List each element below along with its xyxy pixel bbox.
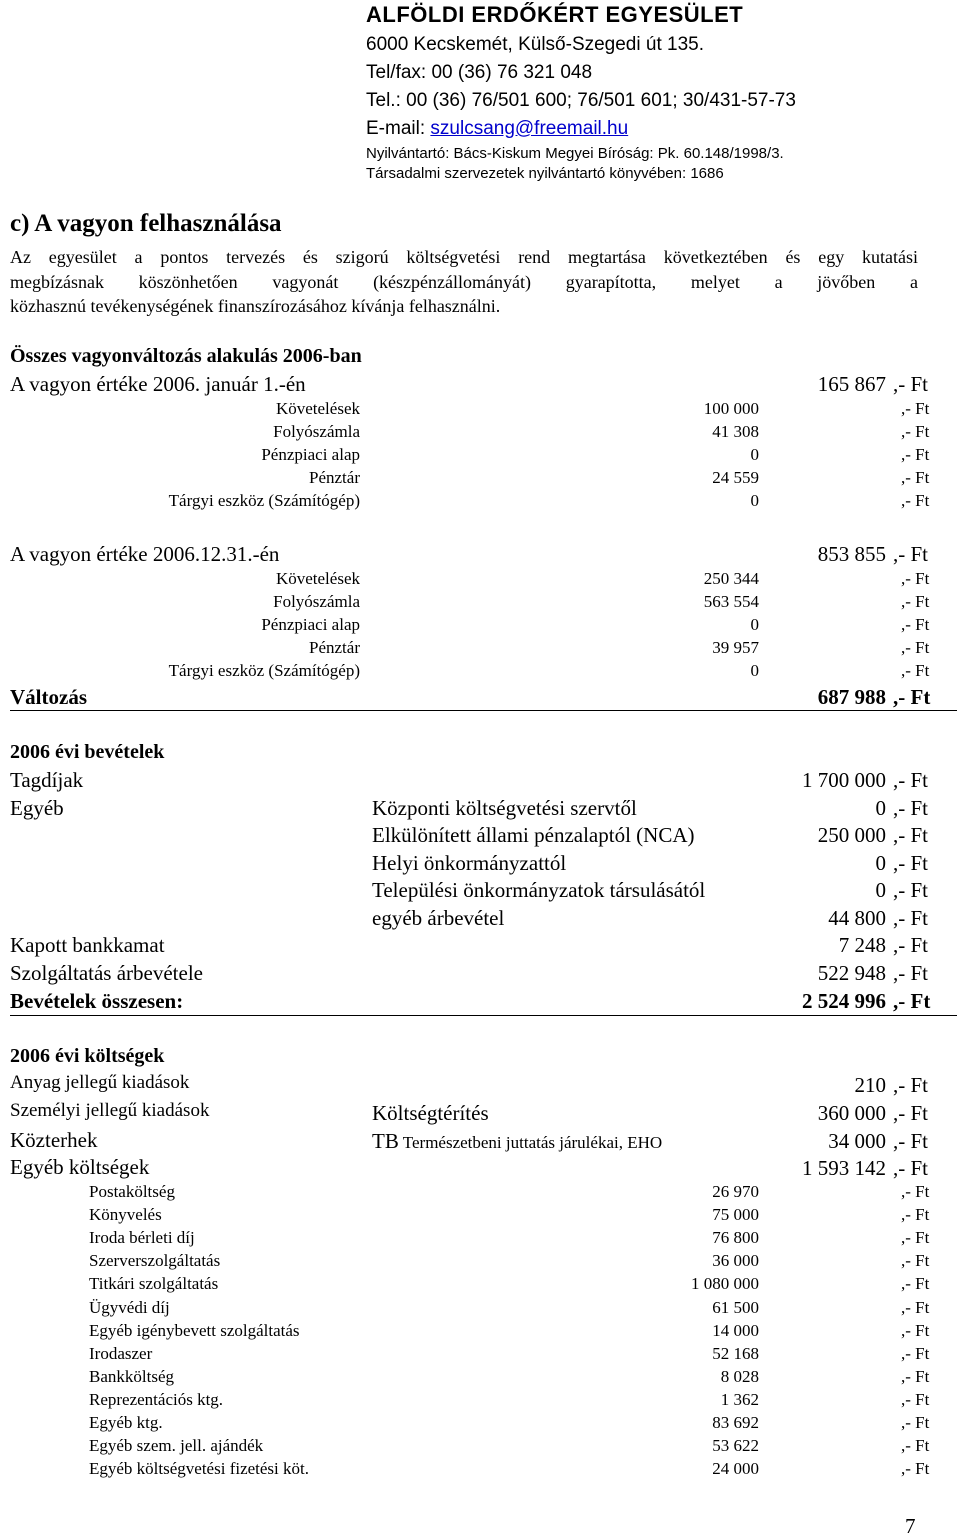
- asset-item-value: 563 554: [703, 592, 759, 611]
- income-row-label: Kapott bankkamat: [10, 933, 165, 957]
- income-row-value: 250 000: [817, 823, 886, 847]
- asset-item-value: 41 308: [712, 422, 759, 441]
- asset-item-label: Pénzpiaci alap: [261, 615, 360, 634]
- expense-sublabel-detail: Természetbeni juttatás járulékai, EHO: [398, 1133, 663, 1152]
- currency-unit: ,- Ft: [901, 1320, 930, 1340]
- currency-unit: ,- Ft: [893, 1073, 929, 1097]
- registry: Nyilvántartó: Bács-Kiskum Megyei Bíróság: Pk. 60.148/1998/3.: [366, 145, 784, 162]
- currency-unit: ,- Ft: [901, 399, 930, 418]
- income-row-value: 522 948: [817, 960, 886, 985]
- income-row-value: 0: [875, 850, 886, 875]
- cost-item-value: 61 500: [712, 1297, 759, 1317]
- income-row-label: Tagdíjak: [10, 768, 84, 792]
- asset-item-value: 24 559: [712, 468, 759, 487]
- currency-unit: ,- Ft: [901, 1228, 930, 1248]
- cost-item-value: 76 800: [712, 1228, 759, 1248]
- asset-item-label: Követelések: [275, 569, 360, 588]
- asset-item-value: 0: [750, 615, 759, 634]
- income-row-sublabel: egyéb árbevétel: [372, 905, 505, 930]
- expense-row-label: Anyag jellegű kiadások: [10, 1072, 190, 1093]
- currency-unit: ,- Ft: [893, 878, 929, 902]
- income-row-value: 44 800: [828, 905, 886, 930]
- cost-item-value: 24 000: [712, 1459, 759, 1479]
- cost-item-label: Könyvelés: [89, 1205, 162, 1225]
- expense-row-sublabel: [372, 1101, 489, 1126]
- telfax: Tel/fax: 00 (36) 76 321 048: [366, 62, 593, 83]
- paragraph-line: Az egyesület a pontos tervezés és szigorú költségvetési rend megtartása következtében és egy kutatási: [10, 247, 918, 267]
- expense-row-label: Közterhek: [10, 1128, 98, 1152]
- cost-item-value: 8 028: [720, 1366, 759, 1386]
- asset-item-value: 39 957: [712, 638, 759, 657]
- email-label: E-mail:: [366, 118, 431, 139]
- asset-item-label: Pénzpiaci alap: [261, 445, 360, 464]
- expenses-title: 2006 évi költségek: [10, 1045, 165, 1067]
- cost-item-value: 1 080 000: [691, 1274, 759, 1294]
- currency-unit: ,- Ft: [893, 933, 929, 957]
- page-number: 7: [905, 1514, 916, 1538]
- cost-item-value: 52 168: [712, 1343, 759, 1363]
- currency-unit: ,- Ft: [893, 1156, 929, 1180]
- cost-item-label: Bankköltség: [89, 1366, 174, 1386]
- currency-unit: ,- Ft: [893, 685, 931, 709]
- currency-unit: ,- Ft: [901, 491, 930, 510]
- change-underline: [10, 710, 957, 711]
- paragraph-line: megbízásnak köszönhetően vagyonát (készpénzállományát) gyarapította, melyet a jövőben a: [10, 271, 918, 292]
- asset-item-label: Követelések: [275, 399, 360, 418]
- currency-unit: ,- Ft: [901, 1459, 930, 1479]
- income-total-underline: [10, 1015, 957, 1016]
- currency-unit: ,- Ft: [901, 1297, 930, 1317]
- cost-item-label: Irodaszer: [89, 1343, 153, 1363]
- currency-unit: ,- Ft: [901, 1413, 930, 1432]
- currency-unit: ,- Ft: [901, 1343, 930, 1363]
- income-row-label: Szolgáltatás árbevétele: [10, 960, 203, 985]
- currency-unit: ,- Ft: [893, 989, 931, 1013]
- cost-item-value: 75 000: [712, 1205, 759, 1225]
- expense-row-label: Személyi jellegű kiadások: [10, 1100, 210, 1121]
- currency-unit: ,- Ft: [901, 422, 930, 441]
- asset-item-value: 0: [750, 661, 759, 680]
- registry-book: Társadalmi szervezetek nyilvántartó könyvében: 1686: [366, 165, 724, 182]
- income-row-value: 1 700 000: [802, 768, 886, 792]
- expense-row-value: 34 000: [828, 1129, 886, 1153]
- currency-unit: ,- Ft: [893, 823, 929, 847]
- asset-item-value: 250 344: [703, 569, 759, 588]
- income-row-label: Egyéb: [10, 795, 64, 820]
- expense-row-value: 360 000: [817, 1101, 886, 1125]
- income-row-sublabel: Központi költségvetési szervtől: [372, 795, 637, 820]
- cost-item-label: Postaköltség: [89, 1182, 175, 1201]
- start-value-label: A vagyon értéke 2006. január 1.-én: [10, 372, 306, 396]
- currency-unit: ,- Ft: [901, 661, 930, 680]
- currency-unit: ,- Ft: [901, 592, 930, 611]
- change-label: Változás: [10, 685, 87, 709]
- currency-unit: ,- Ft: [893, 960, 929, 985]
- cost-item-value: 26 970: [712, 1182, 759, 1201]
- asset-item-label: Folyószámla: [273, 422, 360, 441]
- currency-unit: ,- Ft: [893, 768, 929, 792]
- income-title: 2006 évi bevételek: [10, 741, 165, 763]
- currency-unit: ,- Ft: [901, 1182, 930, 1201]
- cost-item-label: Ügyvédi díj: [89, 1297, 170, 1317]
- cost-item-value: 53 622: [712, 1436, 759, 1456]
- currency-unit: ,- Ft: [901, 569, 930, 588]
- organization-name: ALFÖLDI ERDŐKÉRT EGYESÜLET: [366, 2, 744, 27]
- asset-change-title: Összes vagyonváltozás alakulás 2006-ban: [10, 345, 362, 367]
- section-title: c) A vagyon felhasználása: [10, 210, 282, 237]
- cost-item-value: 36 000: [712, 1251, 759, 1271]
- cost-item-value: 14 000: [712, 1320, 759, 1340]
- cost-item-label: Iroda bérleti díj: [89, 1228, 195, 1248]
- expense-row-sublabel: [372, 1129, 662, 1154]
- cost-item-label: Egyéb igénybevett szolgáltatás: [89, 1320, 300, 1340]
- asset-item-value: 0: [750, 491, 759, 510]
- currency-unit: ,- Ft: [901, 615, 930, 634]
- phone: Tel.: 00 (36) 76/501 600; 76/501 601; 30/431-57-73: [366, 90, 796, 111]
- cost-item-label: Reprezentációs ktg.: [89, 1389, 224, 1409]
- end-value-total: 853 855: [817, 542, 886, 566]
- asset-item-label: Pénztár: [309, 638, 360, 657]
- currency-unit: ,- Ft: [901, 1436, 930, 1456]
- cost-item-value: 1 362: [720, 1389, 759, 1409]
- income-row-sublabel: Helyi önkormányzattól: [372, 850, 567, 875]
- expense-sublabel-main: TB: [372, 1129, 399, 1153]
- currency-unit: ,- Ft: [893, 372, 929, 396]
- cost-item-value: 83 692: [712, 1413, 759, 1432]
- cost-item-label: Egyéb ktg.: [89, 1413, 163, 1432]
- email-link[interactable]: szulcsang@freemail.hu: [430, 118, 629, 139]
- currency-unit: ,- Ft: [901, 1205, 930, 1225]
- expense-sublabel-main: Költségtérítés: [372, 1101, 489, 1125]
- currency-unit: ,- Ft: [893, 905, 929, 930]
- income-row-value: 7 248: [838, 933, 886, 957]
- cost-item-label: Egyéb szem. jell. ajándék: [89, 1436, 264, 1456]
- asset-item-label: Tárgyi eszköz (Számítógép): [168, 491, 360, 510]
- asset-item-value: 100 000: [703, 399, 759, 418]
- currency-unit: ,- Ft: [893, 1101, 929, 1125]
- start-value-total: 165 867: [817, 372, 886, 396]
- currency-unit: ,- Ft: [893, 542, 929, 566]
- expense-row-value: 1 593 142: [802, 1156, 886, 1180]
- intro-paragraph: [10, 245, 918, 319]
- income-row-value: 0: [875, 795, 886, 820]
- change-value: 687 988: [817, 685, 886, 709]
- income-row-sublabel: Települési önkormányzatok társulásától: [372, 878, 706, 902]
- currency-unit: ,- Ft: [893, 1129, 929, 1153]
- asset-item-label: Tárgyi eszköz (Számítógép): [168, 661, 360, 680]
- cost-item-label: Szerverszolgáltatás: [89, 1251, 221, 1271]
- expense-row-label: Egyéb költségek: [10, 1155, 150, 1179]
- currency-unit: ,- Ft: [893, 850, 929, 875]
- expense-row-value: 210: [854, 1073, 886, 1097]
- income-total-value: 2 524 996: [802, 989, 886, 1013]
- asset-item-value: 0: [750, 445, 759, 464]
- end-value-label: A vagyon értéke 2006.12.31.-én: [10, 542, 280, 566]
- cost-item-label: Egyéb költségvetési fizetési köt.: [89, 1459, 309, 1479]
- currency-unit: ,- Ft: [901, 638, 930, 657]
- income-row-sublabel: Elkülönített állami pénzalaptól (NCA): [372, 823, 695, 847]
- currency-unit: ,- Ft: [901, 1274, 930, 1294]
- asset-item-label: Folyószámla: [273, 592, 360, 611]
- currency-unit: ,- Ft: [901, 468, 930, 487]
- income-total-label: Bevételek összesen:: [10, 989, 184, 1013]
- income-row-value: 0: [875, 878, 886, 902]
- address: 6000 Kecskemét, Külső-Szegedi út 135.: [366, 34, 704, 55]
- currency-unit: ,- Ft: [901, 445, 930, 464]
- currency-unit: ,- Ft: [901, 1366, 930, 1386]
- currency-unit: ,- Ft: [901, 1251, 930, 1271]
- cost-item-label: Titkári szolgáltatás: [89, 1274, 219, 1294]
- paragraph-line: közhasznú tevékenységének finanszírozásához kívánja felhasználni.: [10, 296, 501, 316]
- asset-item-label: Pénztár: [309, 468, 360, 487]
- email-line: [366, 118, 628, 140]
- currency-unit: ,- Ft: [893, 795, 929, 820]
- currency-unit: ,- Ft: [901, 1389, 930, 1409]
